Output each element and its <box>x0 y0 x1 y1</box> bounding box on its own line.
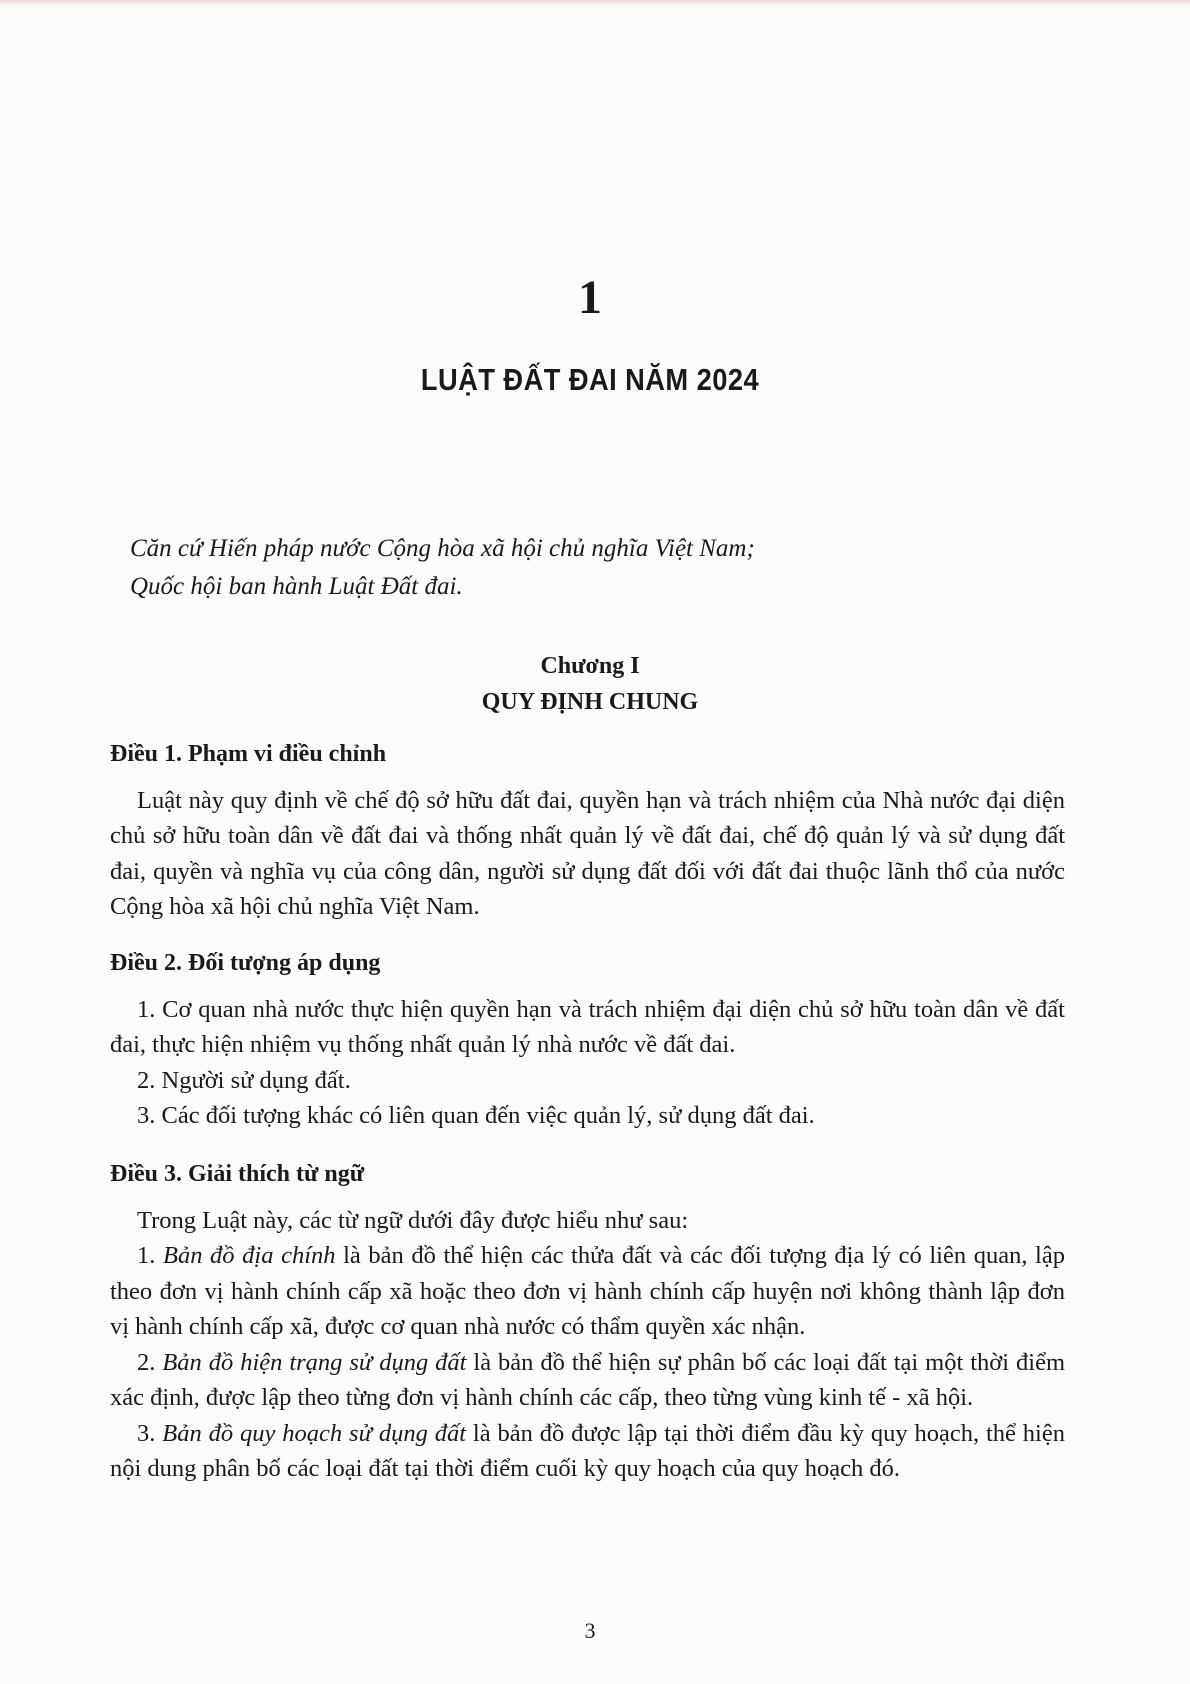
defined-term: Bản đồ quy hoạch sử dụng đất <box>162 1419 467 1447</box>
item-number: 3. <box>137 1419 163 1447</box>
chapter-label: Chương I <box>540 653 640 679</box>
article-2-item-3: 3. Các đối tượng khác có liên quan đến việc quản lý, sử dụng đất đai. <box>137 1102 815 1129</box>
article-1-text: Luật này quy định về chế độ sở hữu đất đai, quyền hạn và trách nhiệm của Nhà nước đại diện chủ sở hữu toàn dân về đất đai và thống nhất quản lý về đất đai, chế độ quản lý và sử dụng đất đai, quyền và nghĩa vụ của công dân, người sử dụng đất đối với đất đai thuộc lãnh thổ của nước Cộng hòa xã hội chủ nghĩa Việt Nam. <box>110 786 1065 920</box>
item-number: 2. <box>137 1348 163 1376</box>
definition-text: là bản đồ thể hiện sự phân bố các loại đất tại một thời điểm xác định, được lập theo từng đơn vị hành chính các cấp, theo từng vùng kinh tế - xã hội. <box>110 1348 1065 1411</box>
preamble-line-2: Quốc hội ban hành Luật Đất đai. <box>130 573 463 600</box>
section-number: 1 <box>578 271 602 324</box>
defined-term: Bản đồ hiện trạng sử dụng đất <box>162 1348 467 1376</box>
article-3 <box>110 1157 1065 1487</box>
article-2-item-1: 1. Cơ quan nhà nước thực hiện quyền hạn và trách nhiệm đại diện chủ sở hữu toàn dân về đất đai, thực hiện nhiệm vụ thống nhất quản lý nhà nước về đất đai. <box>110 995 1065 1058</box>
law-title: LUẬT ĐẤT ĐAI NĂM 2024 <box>420 362 760 397</box>
article-3-title: Điều 3. Giải thích từ ngữ <box>110 1161 365 1187</box>
preamble-line-1: Căn cứ Hiến pháp nước Cộng hòa xã hội chủ nghĩa Việt Nam; <box>130 535 755 562</box>
page-number: 3 <box>584 1618 596 1643</box>
article-3-item-1 <box>110 1238 1065 1345</box>
article-1 <box>110 737 1065 925</box>
preamble <box>130 530 1070 606</box>
article-2-title: Điều 2. Đối tượng áp dụng <box>110 950 381 976</box>
article-2-item-2: 2. Người sử dụng đất. <box>137 1066 351 1094</box>
article-3-item-3 <box>110 1416 1065 1487</box>
definition-text: là bản đồ thể hiện các thửa đất và các đối tượng địa lý có liên quan, lập theo đơn vị hành chính cấp xã hoặc theo đơn vị hành chính cấp huyện nơi không thành lập đơn vị hành chính cấp xã, được cơ quan nhà nước có thẩm quyền xác nhận. <box>110 1242 1065 1340</box>
defined-term: Bản đồ địa chính <box>162 1242 336 1269</box>
article-3-intro: Trong Luật này, các từ ngữ dưới đây được hiểu như sau: <box>137 1206 689 1234</box>
chapter-heading <box>110 648 1070 720</box>
chapter-title: QUY ĐỊNH CHUNG <box>481 689 699 715</box>
article-2 <box>110 946 1065 1134</box>
article-3-item-2 <box>110 1345 1065 1416</box>
definition-text: là bản đồ được lập tại thời điểm đầu kỳ quy hoạch, thể hiện nội dung phân bố các loại đất tại thời điểm cuối kỳ quy hoạch của quy hoạch đó. <box>110 1419 1065 1482</box>
article-1-title: Điều 1. Phạm vi điều chỉnh <box>110 741 387 767</box>
page-edge <box>0 0 1190 6</box>
item-number: 1. <box>137 1242 163 1269</box>
